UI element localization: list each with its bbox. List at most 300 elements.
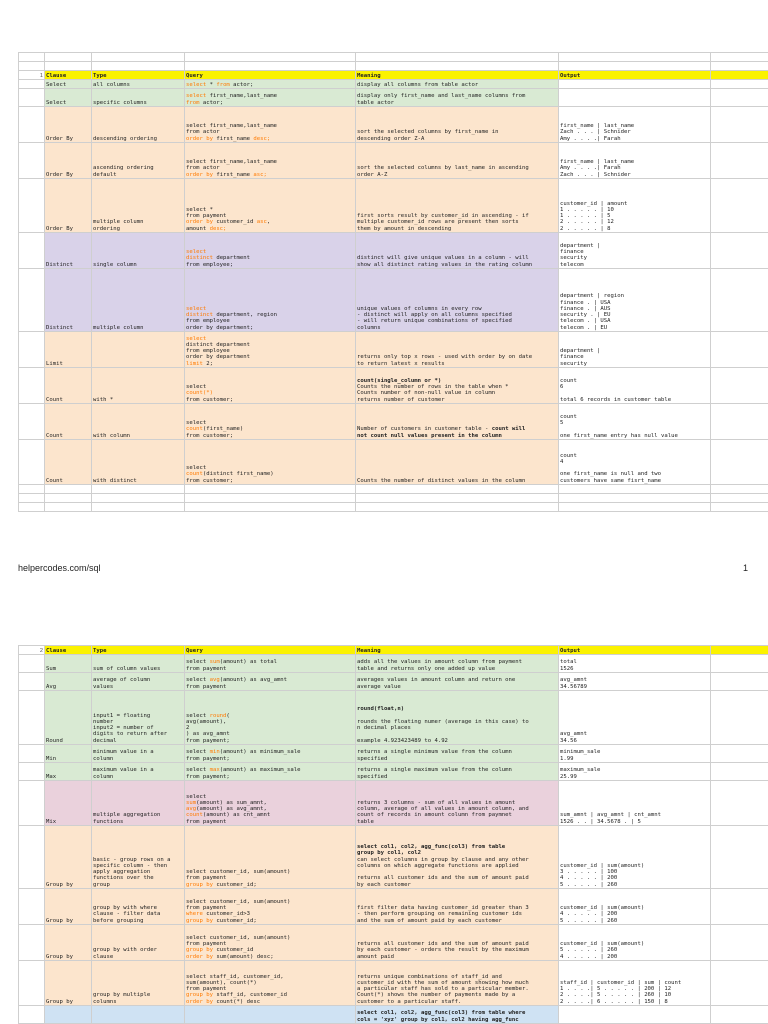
query-cell: [185, 763, 356, 781]
empty-cell: [711, 763, 768, 781]
query-cell: [185, 781, 356, 826]
meaning-cell: display all columns from table actor: [356, 80, 559, 89]
output-cell: count 5 one first_name entry has null value: [559, 404, 711, 440]
empty-cell: [559, 53, 711, 62]
output-cell: customer_id | sum(amount) 3 . . . . . | 100 4 . . . . . | 200 5 . . . . . | 260: [559, 826, 711, 889]
text-run: Number of customers in customer table -: [357, 426, 492, 433]
query-cell: [185, 745, 356, 763]
type-cell: single column: [92, 233, 185, 269]
empty-cell: [185, 485, 356, 494]
text-run: customer_id;: [212, 881, 257, 888]
text-run: ( avg(amount), 2 ) as avg_amnt from payment;: [186, 712, 230, 744]
text-run: 2;: [202, 360, 213, 367]
empty-cell: [92, 53, 185, 62]
query-cell: [185, 889, 356, 925]
empty-cell: [711, 745, 768, 763]
footer-site: helpercodes.com/sql: [18, 563, 101, 573]
clause-cell: Group by: [45, 889, 92, 925]
output-cell: first_name | last_name Zach . . . | Schnider Amy . . . .| Farah: [559, 107, 711, 143]
clause-cell: Distinct: [45, 269, 92, 332]
empty-cell: [711, 89, 768, 107]
meaning-cell: returns unique combinations of staff_id and customer_id with the sum of amount showing how much a particular staff has sold to a particular member. Count(*) shows the number of payments made by a customer to a particular staff.: [356, 961, 559, 1006]
clause-cell: Group by: [45, 961, 92, 1006]
output-cell: department | finance security: [559, 332, 711, 368]
empty-cell: [356, 503, 559, 512]
empty-cell: [711, 368, 768, 404]
table-row: [19, 826, 768, 889]
type-cell: minimum value in a column: [92, 745, 185, 763]
sql-keyword: select: [186, 305, 207, 312]
sheet-page-2: [18, 645, 768, 1024]
empty-cell: [185, 494, 356, 503]
meaning-cell: [356, 1006, 559, 1024]
clause-cell: Mix: [45, 781, 92, 826]
table-row: [19, 763, 768, 781]
spacer-row: [19, 485, 768, 494]
empty-cell: [45, 485, 92, 494]
query-cell: [185, 655, 356, 673]
clause-cell: Sum: [45, 655, 92, 673]
output-cell: department | finance security telecom: [559, 233, 711, 269]
spacer-row: [19, 53, 768, 62]
empty-cell: [711, 440, 768, 485]
text-run: select first_name,last_name from actor: [186, 159, 277, 172]
text-run: distinct department from employee order by department: [186, 341, 250, 361]
text-run: select customer_id, sum(amount) from payment: [186, 934, 291, 948]
empty-cell: [19, 503, 45, 512]
output-cell: customer_id | sum(amount) 5 . . . . . | 260 4 . . . . . | 200: [559, 925, 711, 961]
output-cell: staff_id | customer_id | sum | count 1 . . . .| 5 . . . . . | 200 | 12 2 . . . .| 5 . . . . . | 260 | 10 2 . . . .| 6 . . . . . | 150 | 8: [559, 961, 711, 1006]
sql-keyword: group by: [186, 917, 213, 924]
type-cell: group by with where clause - filter data before grouping: [92, 889, 185, 925]
text-run: actor;: [229, 81, 254, 88]
type-cell: maximum value in a column: [92, 763, 185, 781]
page-footer: [18, 563, 748, 573]
sql-keyword: asc: [256, 219, 267, 226]
query-cell: [185, 80, 356, 89]
header-query: Query: [185, 71, 356, 80]
output-cell: [559, 80, 711, 89]
empty-cell: [185, 53, 356, 62]
output-cell: maximum_sale 25.99: [559, 763, 711, 781]
sql-keyword: distinct: [186, 255, 213, 262]
output-cell: avg_amnt 34.56789: [559, 673, 711, 691]
clause-cell: Order By: [45, 143, 92, 179]
sql-keyword: group by: [186, 881, 213, 888]
table-row: [19, 691, 768, 745]
sql-keyword: count: [186, 426, 203, 433]
text-run: first_name: [212, 135, 254, 142]
text-run: staff_id, customer_id: [216, 992, 288, 999]
meaning-cell: sort the selected columns by last_name in ascending order A-Z: [356, 143, 559, 179]
meaning-cell: [356, 691, 559, 745]
meaning-cell: returns 3 columns - sum of all values in amount column, average of all values in amount column, and count of records in amount column from paymnet table: [356, 781, 559, 826]
output-cell: customer_id | amount 1 . . . . . | 10 1 . . . . . | 5 2 . . . . . | 12 2 . . . . . | 8: [559, 179, 711, 233]
row-number: [19, 673, 45, 691]
empty-cell: [92, 494, 185, 503]
output-cell: avg_amnt 34.56: [559, 691, 711, 745]
text-run: customer_id;: [212, 917, 257, 924]
meaning-cell: first filter data having customer_id greater than 3 - then perform grouping on remaining customer ids and the sum of amount paid by each customer: [356, 889, 559, 925]
empty-cell: [711, 53, 768, 62]
table-row: [19, 673, 768, 691]
sql-keyword: sum: [209, 659, 220, 666]
row-number: [19, 368, 45, 404]
query-cell: [185, 332, 356, 368]
sql-keyword: avg: [186, 806, 197, 813]
output-cell: department | region finance . | USA finance . | AUS security . | EU telecom . | USA telecom . | EU: [559, 269, 711, 332]
query-cell: [185, 179, 356, 233]
sql-keyword: select: [186, 81, 210, 88]
text-run: , amount: [186, 219, 271, 232]
row-number: [19, 781, 45, 826]
type-cell: average of column values: [92, 673, 185, 691]
output-cell: total 1526: [559, 655, 711, 673]
spacer-row: [19, 62, 768, 71]
text-run: from customer;: [186, 396, 234, 403]
clause-cell: Avg: [45, 673, 92, 691]
type-cell: with column: [92, 404, 185, 440]
query-cell: [185, 1006, 356, 1024]
text-run: (distinct first_name) from customer;: [186, 471, 274, 484]
empty-cell: [711, 1006, 768, 1024]
empty-cell: [711, 925, 768, 961]
clause-cell: Max: [45, 763, 92, 781]
table-row: [19, 404, 768, 440]
empty-cell: [559, 62, 711, 71]
text-run: first_name,last_name: [209, 93, 277, 100]
sql-keyword: select: [186, 335, 207, 342]
header-meaning: Meaning: [356, 71, 559, 80]
table-row: [19, 269, 768, 332]
sql-keyword: sum: [186, 799, 197, 806]
text-run: select * from payment: [186, 206, 227, 220]
text-run: department from employee;: [186, 255, 250, 268]
header-output: Output: [559, 646, 711, 655]
sql-keyword: limit: [186, 360, 203, 367]
row-number: [19, 1006, 45, 1024]
empty-cell: [711, 404, 768, 440]
type-cell: [92, 1006, 185, 1024]
output-cell: customer_id | sum(amount) 4 . . . . . | 200 5 . . . . . | 260: [559, 889, 711, 925]
table-row: [19, 179, 768, 233]
empty-cell: [559, 485, 711, 494]
header-meaning: Meaning: [356, 646, 559, 655]
row-number: [19, 745, 45, 763]
query-cell: [185, 107, 356, 143]
sql-keyword: from: [186, 99, 200, 106]
text-run: customer_id: [216, 947, 254, 954]
empty-cell: [19, 494, 45, 503]
meaning-cell: returns only top x rows - used with order by on date to return latest x results: [356, 332, 559, 368]
table-row: [19, 655, 768, 673]
sql-keyword: order by: [186, 219, 213, 226]
meaning-cell: averages values in amount column and return one average value: [356, 673, 559, 691]
sql-keyword: count: [186, 471, 203, 478]
text-run: select: [186, 793, 207, 800]
table-row: [19, 233, 768, 269]
query-cell: [185, 961, 356, 1006]
clause-cell: Distinct: [45, 233, 92, 269]
header-output: Output: [559, 71, 711, 80]
empty-cell: [185, 503, 356, 512]
meaning-cell: returns a single maximum value from the column specified: [356, 763, 559, 781]
type-cell: ascending ordering default: [92, 143, 185, 179]
text-run: select customer_id, sum(amount) from payment: [186, 869, 291, 882]
sql-keyword: count: [186, 812, 203, 819]
empty-cell: [559, 494, 711, 503]
query-cell: [185, 89, 356, 107]
row-number: [19, 691, 45, 745]
table-row: [19, 80, 768, 89]
clause-cell: [45, 1006, 92, 1024]
type-cell: [92, 332, 185, 368]
text-run: actor;: [199, 99, 224, 106]
sql-keyword: min: [209, 749, 220, 756]
empty-cell: [711, 269, 768, 332]
table-row: [19, 89, 768, 107]
clause-cell: Group by: [45, 925, 92, 961]
clause-cell: Limit: [45, 332, 92, 368]
row-number: [19, 961, 45, 1006]
empty-cell: [711, 179, 768, 233]
empty-cell: [711, 143, 768, 179]
empty-cell: [711, 485, 768, 494]
empty-cell: [19, 53, 45, 62]
empty-cell: [356, 62, 559, 71]
type-cell: multiple column ordering: [92, 179, 185, 233]
sql-keyword: asc;: [253, 171, 267, 178]
row-number: [19, 826, 45, 889]
empty-cell: [711, 107, 768, 143]
empty-cell: [711, 655, 768, 673]
text-run: first_name: [212, 171, 254, 178]
empty-cell: [19, 62, 45, 71]
empty-cell: [711, 889, 768, 925]
type-cell: with distinct: [92, 440, 185, 485]
text-run: customer_id: [212, 219, 257, 226]
row-number: [19, 763, 45, 781]
empty-cell: [559, 503, 711, 512]
sql-keyword: order by: [186, 135, 213, 142]
row-number: [19, 925, 45, 961]
empty-cell: [45, 494, 92, 503]
text-run: select: [186, 659, 210, 666]
text-run: (amount) as total from payment: [186, 659, 277, 672]
row-number: 2: [19, 646, 45, 655]
table-row: [19, 889, 768, 925]
meaning-cell: returns all customer ids and the sum of amount paid by each customer - orders the result by the maximum amount paid: [356, 925, 559, 961]
empty-cell: [711, 781, 768, 826]
clause-cell: Select: [45, 80, 92, 89]
empty-cell: [711, 961, 768, 1006]
empty-cell: [45, 62, 92, 71]
row-number: [19, 889, 45, 925]
row-number: [19, 80, 45, 89]
sql-keyword: desc;: [209, 225, 227, 232]
query-cell: [185, 673, 356, 691]
clause-cell: Group by: [45, 826, 92, 889]
empty-cell: [45, 503, 92, 512]
text-run: (amount) as cnt_amnt from payment: [186, 812, 271, 825]
table-row: [19, 925, 768, 961]
type-cell: group by multiple columns: [92, 961, 185, 1006]
empty-cell: [711, 71, 768, 80]
header-type: Type: [92, 71, 185, 80]
header-row: [19, 71, 768, 80]
table-row: [19, 781, 768, 826]
footer-page-number: 1: [742, 563, 748, 573]
output-cell: count 6 total 6 records in customer table: [559, 368, 711, 404]
spacer-row: [19, 494, 768, 503]
sql-keyword: max: [209, 767, 220, 774]
text-run: (amount) as maximum_sale from payment;: [186, 767, 301, 780]
row-number: [19, 179, 45, 233]
type-cell: multiple column: [92, 269, 185, 332]
type-cell: sum of column values: [92, 655, 185, 673]
text-run: select: [186, 749, 210, 756]
clause-cell: Round: [45, 691, 92, 745]
sql-keyword: desc;: [253, 135, 271, 142]
type-cell: input1 = floating number input2 = number of digits to return after decimal: [92, 691, 185, 745]
type-cell: specific columns: [92, 89, 185, 107]
text-run: (amount) as sum_amnt,: [196, 799, 267, 806]
query-cell: [185, 143, 356, 179]
empty-cell: [185, 62, 356, 71]
row-number: [19, 233, 45, 269]
meaning-cell: first sorts result by customer_id in ascending - if multiple customer_id rows are present then sorts them by amount in descending: [356, 179, 559, 233]
empty-cell: [711, 62, 768, 71]
clause-cell: Order By: [45, 107, 92, 143]
meaning-cell: [356, 404, 559, 440]
sql-keyword: order by: [186, 998, 213, 1005]
sql-keyword: from: [216, 81, 230, 88]
type-cell: all columns: [92, 80, 185, 89]
query-cell: [185, 925, 356, 961]
type-cell: with *: [92, 368, 185, 404]
output-cell: minimum_sale 1.99: [559, 745, 711, 763]
table-row: [19, 143, 768, 179]
header-clause: Clause: [45, 646, 92, 655]
row-number: [19, 404, 45, 440]
row-number: [19, 269, 45, 332]
sql-keyword: count(*): [186, 390, 213, 397]
text-run: (amount) as minimum_sale from payment;: [186, 749, 301, 762]
clause-cell: Select: [45, 89, 92, 107]
text-run: Counts the number of rows in the table when * Counts number of non-null value in column returns number of customer: [357, 384, 509, 403]
bold-text: select col1, col2, agg_func(col3) from table group by col1, col2: [357, 843, 506, 857]
bold-text: count will not count null values present in the column: [357, 426, 526, 439]
text-run: (amount) as avg_amnt,: [196, 806, 267, 813]
row-number: [19, 332, 45, 368]
empty-cell: [711, 826, 768, 889]
sql-keyword: round: [209, 712, 227, 719]
text-run: select: [186, 465, 207, 472]
table-row: [19, 1006, 768, 1024]
sql-keyword: where: [186, 911, 203, 918]
table-row: [19, 368, 768, 404]
sheet-table-page-1: [18, 52, 768, 512]
row-number: 1: [19, 71, 45, 80]
text-run: can select columns in group by clause and any other columns on which aggregate functions are applied returns all customer ids and the sum of amount paid by each customer: [357, 856, 529, 888]
row-number: [19, 107, 45, 143]
sql-keyword: avg: [209, 677, 220, 684]
sql-keyword: select: [186, 93, 207, 100]
row-number: [19, 143, 45, 179]
sql-keyword: group by: [186, 992, 213, 999]
empty-cell: [711, 494, 768, 503]
bold-text: select col1, col2, agg_func(col3) from table where cols = 'xyz' group by col1, col2 having agg_func: [357, 1010, 526, 1023]
text-run: rounds the floating numer (average in this case) to n decimal places example 4.923423489 to 4.92: [357, 718, 529, 744]
text-run: select: [186, 767, 210, 774]
meaning-cell: display only first_name and last_name columns from table actor: [356, 89, 559, 107]
row-number: [19, 440, 45, 485]
text-run: select: [186, 677, 210, 684]
output-cell: count 4 one first_name is null and two customers have same fisrt_name: [559, 440, 711, 485]
text-run: select customer_id, sum(amount) from payment: [186, 898, 291, 912]
meaning-cell: sort the selected columns by first_name in descending order Z-A: [356, 107, 559, 143]
text-run: select first_name,last_name from actor: [186, 123, 277, 136]
text-run: select: [186, 384, 207, 391]
meaning-cell: Counts the number of distinct values in the column: [356, 440, 559, 485]
empty-cell: [711, 673, 768, 691]
table-row: [19, 107, 768, 143]
clause-cell: Order By: [45, 179, 92, 233]
sql-keyword: order by: [186, 953, 213, 960]
meaning-cell: unique values of columns in every row - distinct will apply on all columns specified - will return unique combinations of specified columns: [356, 269, 559, 332]
output-cell: first_name | last_name Amy . . . .| Farah Zach . . . | Schnider: [559, 143, 711, 179]
clause-cell: Min: [45, 745, 92, 763]
text-run: select: [186, 712, 210, 719]
spacer-row: [19, 503, 768, 512]
table-row: [19, 961, 768, 1006]
clause-cell: Count: [45, 368, 92, 404]
text-run: sum(amount) desc;: [212, 953, 274, 960]
text-run: select: [186, 420, 207, 427]
query-cell: [185, 233, 356, 269]
output-cell: [559, 1006, 711, 1024]
text-run: customer_id>3: [206, 911, 250, 918]
text-run: (first_name) from customer;: [186, 426, 244, 439]
empty-cell: [711, 691, 768, 745]
query-cell: [185, 826, 356, 889]
meaning-cell: returns a single minimum value from the column specified: [356, 745, 559, 763]
query-cell: [185, 404, 356, 440]
sql-keyword: distinct: [186, 312, 213, 319]
output-cell: [559, 89, 711, 107]
empty-cell: [711, 332, 768, 368]
row-number: [19, 655, 45, 673]
table-row: [19, 440, 768, 485]
clause-cell: Count: [45, 440, 92, 485]
empty-cell: [92, 503, 185, 512]
text-run: select staff_id, customer_id, sum(amount), count(*) from payment: [186, 973, 284, 993]
sheet-table-page-2: [18, 645, 768, 1024]
empty-cell: [92, 62, 185, 71]
bold-text: count(single_column or *): [357, 377, 442, 384]
query-cell: [185, 269, 356, 332]
sql-keyword: order by: [186, 171, 213, 178]
empty-cell: [711, 646, 768, 655]
text-run: (amount) as avg_amnt from payment: [186, 677, 288, 690]
meaning-cell: adds all the values in amount column from payment table and returns only one added up value: [356, 655, 559, 673]
type-cell: basic - group rows on a specific column - then apply aggregation functions over the group: [92, 826, 185, 889]
row-number: [19, 89, 45, 107]
query-cell: [185, 368, 356, 404]
empty-cell: [356, 485, 559, 494]
sheet-page-1: [18, 52, 768, 512]
empty-cell: [45, 53, 92, 62]
